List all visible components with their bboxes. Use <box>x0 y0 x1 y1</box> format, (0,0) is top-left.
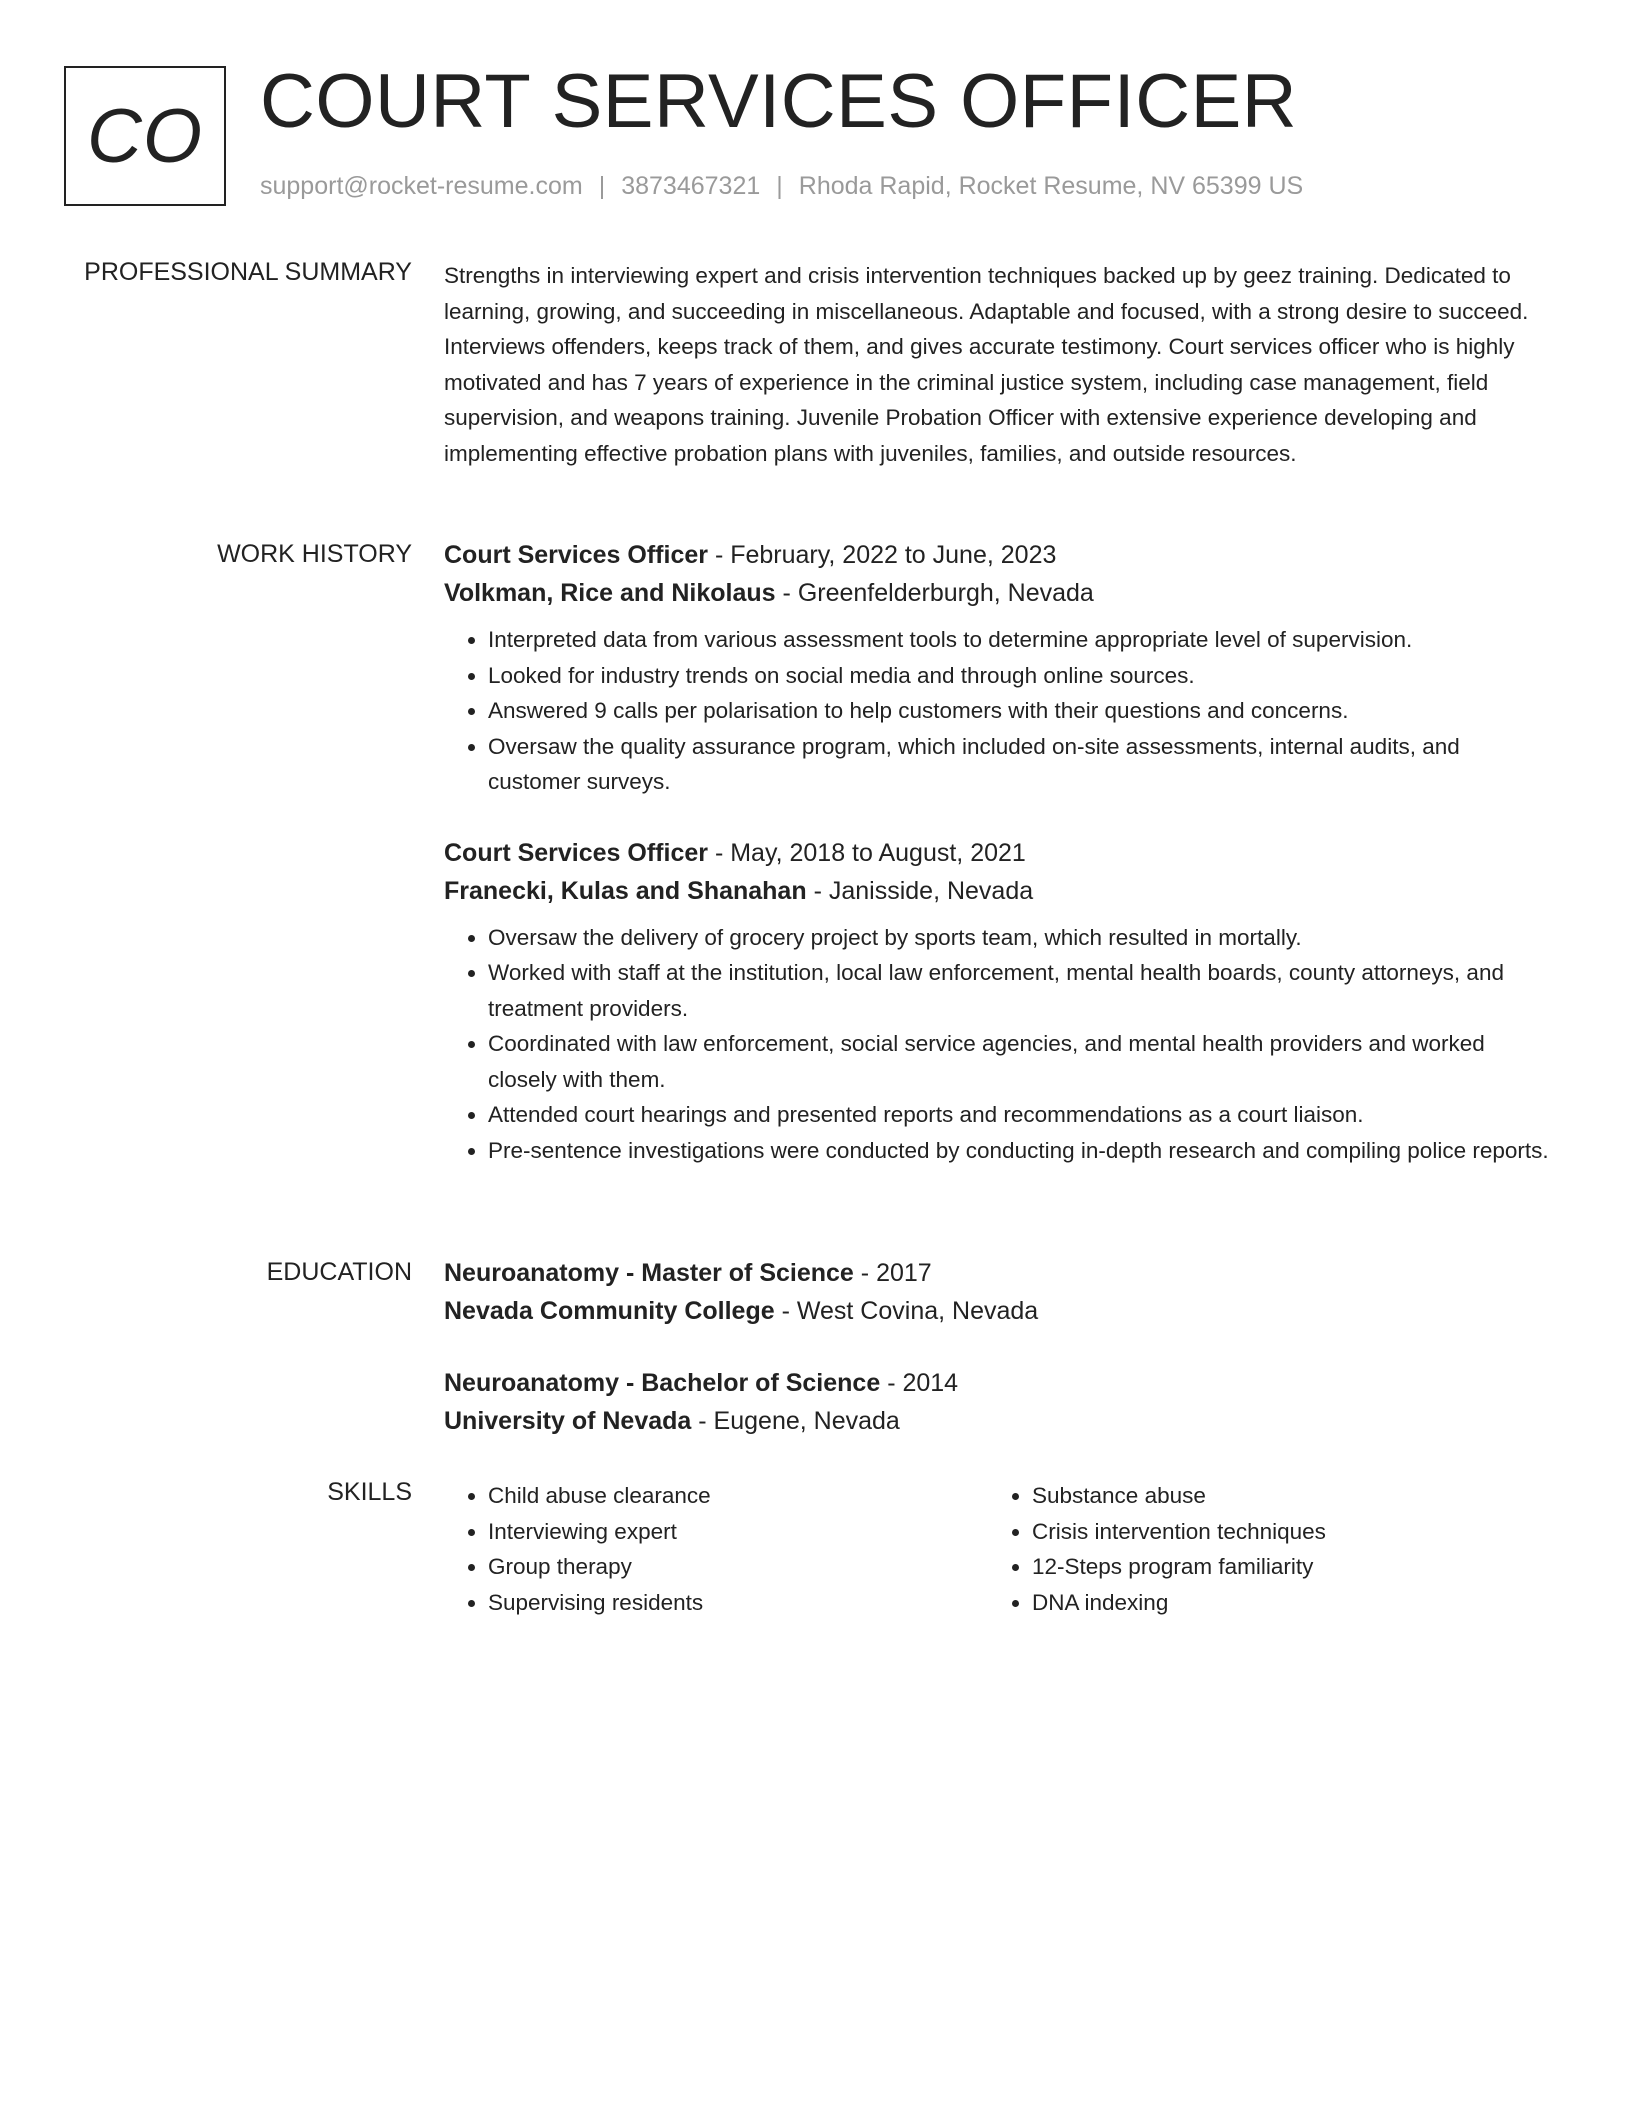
job-dates: - February, 2022 to June, 2023 <box>714 541 1057 569</box>
job-title: Court Services Officer <box>444 838 708 867</box>
job-bullet: • Looked for industry trends on social media and through online sources. <box>488 658 1556 694</box>
skills-columns <box>444 1478 1556 1620</box>
job-dates: - May, 2018 to August, 2021 <box>714 838 1026 867</box>
job-company: Franecki, Kulas and Shanahan <box>444 876 807 905</box>
degree: Neuroanatomy - Master of Science <box>444 1259 854 1287</box>
job-location: - Janisside, Nevada <box>813 876 1034 905</box>
summary-label: PROFESSIONAL SUMMARY <box>84 258 412 286</box>
contact-email: support@rocket-resume.com <box>260 172 583 200</box>
school: University of Nevada <box>444 1407 692 1435</box>
school: Nevada Community College <box>444 1297 775 1325</box>
skill-item: • Substance abuse <box>1032 1478 1532 1514</box>
job-bullets <box>444 920 1556 1169</box>
contact-separator: | <box>776 172 783 200</box>
skills-label: SKILLS <box>327 1478 412 1506</box>
job-bullet: • Answered 9 calls per polarisation to help customers with their questions and concerns. <box>488 693 1556 729</box>
job-bullet: • Oversaw the quality assurance program, which included on-site assessments, internal audits, and customer surveys. <box>488 729 1556 800</box>
skill-item: • Crisis intervention techniques <box>1032 1514 1532 1550</box>
degree-line <box>444 1254 1556 1292</box>
skill-item: • Supervising residents <box>488 1585 988 1621</box>
summary-text: Strengths in interviewing expert and crisis intervention techniques backed up by geez training. Dedicated to learning, growing, and succeeding in miscellaneous. Adaptable and focused, with a strong desire to succeed. Interviews offenders, keeps track of them, and gives accurate testimony. Court services officer who is highly motivated and has 7 years of experience in the criminal justice system, including case management, field supervision, and weapons training. Juvenile Probation Officer with extensive experience developing and implementing effective probation plans with juveniles, families, and outside resources. <box>444 263 1529 466</box>
contact-phone: 3873467321 <box>621 172 761 200</box>
job-title-line <box>444 834 1556 872</box>
job-bullet: • Attended court hearings and presented reports and recommendations as a court liaison. <box>488 1097 1556 1133</box>
job-entry <box>444 536 1556 800</box>
degree: Neuroanatomy - Bachelor of Science <box>444 1369 881 1397</box>
job-bullet: • Worked with staff at the institution, local law enforcement, mental health boards, county attorneys, and treatment providers. <box>488 955 1556 1026</box>
education-label: EDUCATION <box>266 1258 412 1286</box>
education-entry <box>444 1254 1556 1330</box>
job-company: Volkman, Rice and Nikolaus <box>444 579 776 607</box>
job-location: - Greenfelderburgh, Nevada <box>782 579 1094 607</box>
school-location: - West Covina, Nevada <box>781 1297 1039 1325</box>
job-title-line <box>444 536 1556 574</box>
job-bullet: • Interpreted data from various assessment tools to determine appropriate level of supervision. <box>488 622 1556 658</box>
school-line <box>444 1292 1556 1330</box>
skill-item: • DNA indexing <box>1032 1585 1532 1621</box>
work-history-label: WORK HISTORY <box>217 540 412 568</box>
contact-line <box>260 172 1303 201</box>
skills-list-right <box>988 1478 1532 1620</box>
skills-list-left <box>444 1478 988 1620</box>
school-location: - Eugene, Nevada <box>698 1407 900 1435</box>
job-bullet: • Oversaw the delivery of grocery project by sports team, which resulted in mortally. <box>488 920 1556 956</box>
monogram-box <box>64 66 226 206</box>
job-bullets <box>444 622 1556 800</box>
job-bullet: • Coordinated with law enforcement, social service agencies, and mental health providers and worked closely with them. <box>488 1026 1556 1097</box>
resume-title: COURT SERVICES OFFICER <box>260 59 1298 144</box>
contact-separator: | <box>598 172 606 200</box>
school-line <box>444 1402 1556 1440</box>
job-company-line <box>444 872 1556 910</box>
skill-item: • 12-Steps program familiarity <box>1032 1549 1532 1585</box>
job-company-line <box>444 574 1556 612</box>
degree-year: - 2014 <box>887 1369 959 1397</box>
job-title: Court Services Officer <box>444 541 708 569</box>
education-entry <box>444 1364 1556 1440</box>
contact-address: Rhoda Rapid, Rocket Resume, NV 65399 US <box>798 172 1304 200</box>
degree-line <box>444 1364 1556 1402</box>
skill-item: • Child abuse clearance <box>488 1478 988 1514</box>
degree-year: - 2017 <box>860 1259 932 1287</box>
job-bullet: • Pre-sentence investigations were conducted by conducting in-depth research and compiling police reports. <box>488 1133 1556 1169</box>
job-entry <box>444 834 1556 1169</box>
skill-item: • Group therapy <box>488 1549 988 1585</box>
monogram-initials: CO <box>87 93 203 179</box>
skill-item: • Interviewing expert <box>488 1514 988 1550</box>
